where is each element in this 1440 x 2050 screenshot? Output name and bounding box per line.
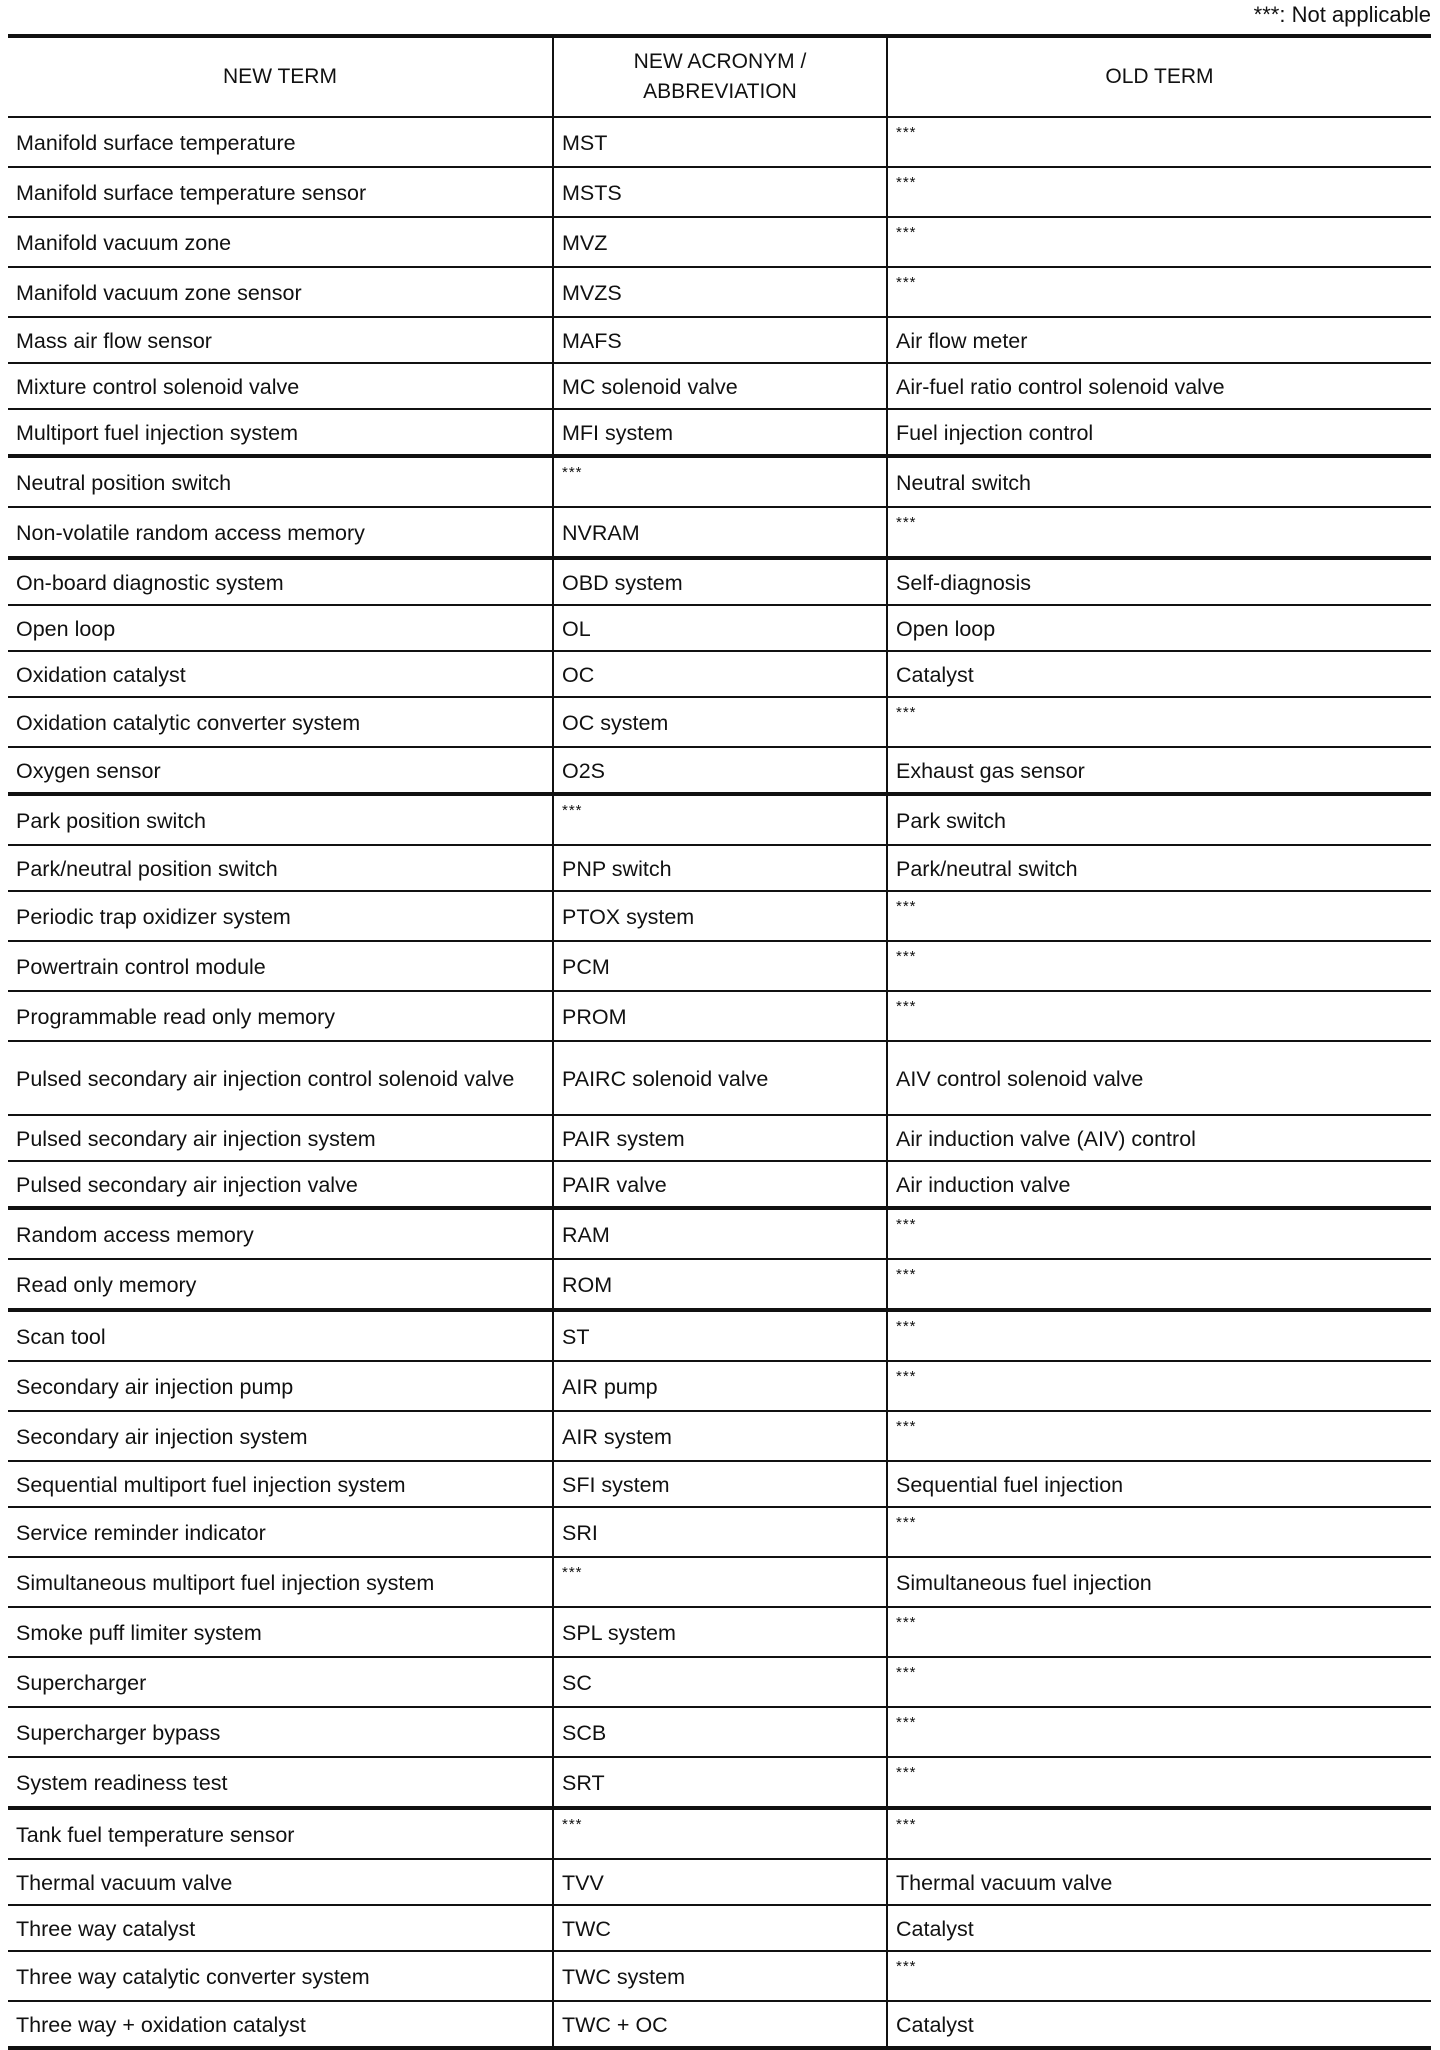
acronym-cell: PAIR valve bbox=[553, 1161, 887, 1208]
old-term-cell: *** bbox=[887, 1607, 1431, 1657]
old-term-cell: Catalyst bbox=[887, 1905, 1431, 1951]
table-row bbox=[8, 891, 1431, 941]
table-row bbox=[8, 991, 1431, 1041]
not-applicable-note: ***: Not applicable bbox=[1253, 2, 1431, 27]
table-row bbox=[8, 1310, 1431, 1361]
acronym-cell: PNP switch bbox=[553, 845, 887, 891]
old-term-cell: Neutral switch bbox=[887, 456, 1431, 507]
old-term-cell: *** bbox=[887, 1208, 1431, 1259]
old-term-cell: Catalyst bbox=[887, 2001, 1431, 2048]
old-term-cell: Thermal vacuum valve bbox=[887, 1859, 1431, 1905]
table-row bbox=[8, 456, 1431, 507]
new-term-cell: System readiness test bbox=[8, 1757, 553, 1808]
table-row bbox=[8, 1461, 1431, 1507]
old-term-cell: Park/neutral switch bbox=[887, 845, 1431, 891]
acronym-cell: *** bbox=[553, 456, 887, 507]
new-term-cell: Periodic trap oxidizer system bbox=[8, 891, 553, 941]
new-term-cell: Manifold vacuum zone bbox=[8, 217, 553, 267]
table-header-row bbox=[8, 36, 1431, 117]
acronym-cell: ST bbox=[553, 1310, 887, 1361]
table-row bbox=[8, 794, 1431, 845]
table-row bbox=[8, 1208, 1431, 1259]
table-row bbox=[8, 363, 1431, 409]
old-term-cell: *** bbox=[887, 267, 1431, 317]
new-term-cell: Three way catalyst bbox=[8, 1905, 553, 1951]
old-term-cell: Open loop bbox=[887, 605, 1431, 651]
table-body bbox=[8, 117, 1431, 2048]
old-term-cell: *** bbox=[887, 217, 1431, 267]
acronym-cell: MVZ bbox=[553, 217, 887, 267]
new-term-cell: Programmable read only memory bbox=[8, 991, 553, 1041]
new-term-cell: Multiport fuel injection system bbox=[8, 409, 553, 456]
old-term-cell: Air induction valve (AIV) control bbox=[887, 1115, 1431, 1161]
table-row bbox=[8, 1859, 1431, 1905]
old-term-cell: *** bbox=[887, 991, 1431, 1041]
new-term-cell: Park/neutral position switch bbox=[8, 845, 553, 891]
new-term-cell: Service reminder indicator bbox=[8, 1507, 553, 1557]
old-term-cell: Simultaneous fuel injection bbox=[887, 1557, 1431, 1607]
new-term-cell: Three way + oxidation catalyst bbox=[8, 2001, 553, 2048]
table-row bbox=[8, 507, 1431, 558]
new-term-cell: Supercharger bypass bbox=[8, 1707, 553, 1757]
old-term-cell: *** bbox=[887, 1707, 1431, 1757]
table-row bbox=[8, 1757, 1431, 1808]
terminology-table bbox=[8, 34, 1431, 2050]
new-term-cell: Secondary air injection pump bbox=[8, 1361, 553, 1411]
old-term-cell: Catalyst bbox=[887, 651, 1431, 697]
old-term-cell: Air-fuel ratio control solenoid valve bbox=[887, 363, 1431, 409]
acronym-cell: ROM bbox=[553, 1259, 887, 1310]
table-row bbox=[8, 317, 1431, 363]
new-term-cell: Secondary air injection system bbox=[8, 1411, 553, 1461]
header-new-acronym-line1: NEW ACRONYM / bbox=[633, 50, 807, 73]
table-row bbox=[8, 1361, 1431, 1411]
table-row bbox=[8, 267, 1431, 317]
old-term-cell: *** bbox=[887, 1361, 1431, 1411]
old-term-cell: *** bbox=[887, 1310, 1431, 1361]
acronym-cell: SRI bbox=[553, 1507, 887, 1557]
old-term-cell: Self-diagnosis bbox=[887, 558, 1431, 605]
acronym-cell: OC bbox=[553, 651, 887, 697]
new-term-cell: Sequential multiport fuel injection system bbox=[8, 1461, 553, 1507]
acronym-cell: AIR system bbox=[553, 1411, 887, 1461]
acronym-cell: SFI system bbox=[553, 1461, 887, 1507]
table-row bbox=[8, 941, 1431, 991]
acronym-cell: *** bbox=[553, 1557, 887, 1607]
table-row bbox=[8, 747, 1431, 794]
table-row bbox=[8, 2001, 1431, 2048]
acronym-cell: MSTS bbox=[553, 167, 887, 217]
new-term-cell: Oxidation catalyst bbox=[8, 651, 553, 697]
acronym-cell: TWC + OC bbox=[553, 2001, 887, 2048]
table-row bbox=[8, 217, 1431, 267]
acronym-cell: SC bbox=[553, 1657, 887, 1707]
acronym-cell: MVZS bbox=[553, 267, 887, 317]
acronym-cell: OC system bbox=[553, 697, 887, 747]
new-term-cell: Manifold vacuum zone sensor bbox=[8, 267, 553, 317]
new-term-cell: Supercharger bbox=[8, 1657, 553, 1707]
acronym-cell: SCB bbox=[553, 1707, 887, 1757]
new-term-cell: Read only memory bbox=[8, 1259, 553, 1310]
new-term-cell: Open loop bbox=[8, 605, 553, 651]
old-term-cell: *** bbox=[887, 117, 1431, 167]
header-old-term: OLD TERM bbox=[887, 36, 1431, 117]
acronym-cell: TWC system bbox=[553, 1951, 887, 2001]
table-row bbox=[8, 409, 1431, 456]
table-row bbox=[8, 1557, 1431, 1607]
table-row bbox=[8, 117, 1431, 167]
new-term-cell: Thermal vacuum valve bbox=[8, 1859, 553, 1905]
acronym-cell: *** bbox=[553, 794, 887, 845]
header-new-acronym-line2: ABBREVIATION bbox=[643, 80, 797, 103]
old-term-cell: *** bbox=[887, 1757, 1431, 1808]
table-row bbox=[8, 1607, 1431, 1657]
new-term-cell: Oxygen sensor bbox=[8, 747, 553, 794]
table-row bbox=[8, 1951, 1431, 2001]
old-term-cell: *** bbox=[887, 1507, 1431, 1557]
acronym-cell: AIR pump bbox=[553, 1361, 887, 1411]
old-term-cell: *** bbox=[887, 507, 1431, 558]
header-new-term: NEW TERM bbox=[8, 36, 553, 117]
old-term-cell: AIV control solenoid valve bbox=[887, 1041, 1431, 1115]
new-term-cell: Non-volatile random access memory bbox=[8, 507, 553, 558]
table-row bbox=[8, 605, 1431, 651]
old-term-cell: Park switch bbox=[887, 794, 1431, 845]
old-term-cell: Sequential fuel injection bbox=[887, 1461, 1431, 1507]
table-row bbox=[8, 1041, 1431, 1115]
table-row bbox=[8, 1161, 1431, 1208]
old-term-cell: *** bbox=[887, 1657, 1431, 1707]
new-term-cell: Scan tool bbox=[8, 1310, 553, 1361]
old-term-cell: *** bbox=[887, 1951, 1431, 2001]
table-row bbox=[8, 845, 1431, 891]
new-term-cell: Manifold surface temperature sensor bbox=[8, 167, 553, 217]
old-term-cell: *** bbox=[887, 891, 1431, 941]
old-term-cell: Fuel injection control bbox=[887, 409, 1431, 456]
old-term-cell: *** bbox=[887, 1259, 1431, 1310]
new-term-cell: Powertrain control module bbox=[8, 941, 553, 991]
acronym-cell: OL bbox=[553, 605, 887, 651]
table-row bbox=[8, 1115, 1431, 1161]
header-new-acronym bbox=[553, 36, 887, 117]
acronym-cell: NVRAM bbox=[553, 507, 887, 558]
new-term-cell: Mixture control solenoid valve bbox=[8, 363, 553, 409]
acronym-cell: SRT bbox=[553, 1757, 887, 1808]
acronym-cell: RAM bbox=[553, 1208, 887, 1259]
table-row bbox=[8, 167, 1431, 217]
table-row bbox=[8, 1507, 1431, 1557]
old-term-cell: *** bbox=[887, 1411, 1431, 1461]
new-term-cell: On-board diagnostic system bbox=[8, 558, 553, 605]
new-term-cell: Manifold surface temperature bbox=[8, 117, 553, 167]
acronym-cell: MC solenoid valve bbox=[553, 363, 887, 409]
new-term-cell: Oxidation catalytic converter system bbox=[8, 697, 553, 747]
old-term-cell: Air flow meter bbox=[887, 317, 1431, 363]
table-row bbox=[8, 1259, 1431, 1310]
new-term-cell: Pulsed secondary air injection control solenoid valve bbox=[8, 1041, 553, 1115]
table-row bbox=[8, 1707, 1431, 1757]
table-row bbox=[8, 558, 1431, 605]
new-term-cell: Simultaneous multiport fuel injection system bbox=[8, 1557, 553, 1607]
acronym-cell: PAIR system bbox=[553, 1115, 887, 1161]
acronym-cell: O2S bbox=[553, 747, 887, 794]
new-term-cell: Mass air flow sensor bbox=[8, 317, 553, 363]
old-term-cell: *** bbox=[887, 167, 1431, 217]
table-row bbox=[8, 1657, 1431, 1707]
acronym-cell: *** bbox=[553, 1808, 887, 1859]
old-term-cell: Exhaust gas sensor bbox=[887, 747, 1431, 794]
acronym-cell: PCM bbox=[553, 941, 887, 991]
old-term-cell: *** bbox=[887, 941, 1431, 991]
new-term-cell: Random access memory bbox=[8, 1208, 553, 1259]
acronym-cell: PROM bbox=[553, 991, 887, 1041]
acronym-cell: OBD system bbox=[553, 558, 887, 605]
new-term-cell: Park position switch bbox=[8, 794, 553, 845]
table-row bbox=[8, 1411, 1431, 1461]
acronym-cell: MAFS bbox=[553, 317, 887, 363]
acronym-cell: PTOX system bbox=[553, 891, 887, 941]
table-row bbox=[8, 697, 1431, 747]
old-term-cell: Air induction valve bbox=[887, 1161, 1431, 1208]
table-row bbox=[8, 651, 1431, 697]
acronym-cell: PAIRC solenoid valve bbox=[553, 1041, 887, 1115]
new-term-cell: Smoke puff limiter system bbox=[8, 1607, 553, 1657]
old-term-cell: *** bbox=[887, 1808, 1431, 1859]
table-row bbox=[8, 1808, 1431, 1859]
old-term-cell: *** bbox=[887, 697, 1431, 747]
new-term-cell: Neutral position switch bbox=[8, 456, 553, 507]
table-row bbox=[8, 1905, 1431, 1951]
acronym-cell: TVV bbox=[553, 1859, 887, 1905]
new-term-cell: Pulsed secondary air injection valve bbox=[8, 1161, 553, 1208]
acronym-cell: MST bbox=[553, 117, 887, 167]
acronym-cell: SPL system bbox=[553, 1607, 887, 1657]
acronym-cell: TWC bbox=[553, 1905, 887, 1951]
new-term-cell: Tank fuel temperature sensor bbox=[8, 1808, 553, 1859]
new-term-cell: Three way catalytic converter system bbox=[8, 1951, 553, 2001]
new-term-cell: Pulsed secondary air injection system bbox=[8, 1115, 553, 1161]
acronym-cell: MFI system bbox=[553, 409, 887, 456]
